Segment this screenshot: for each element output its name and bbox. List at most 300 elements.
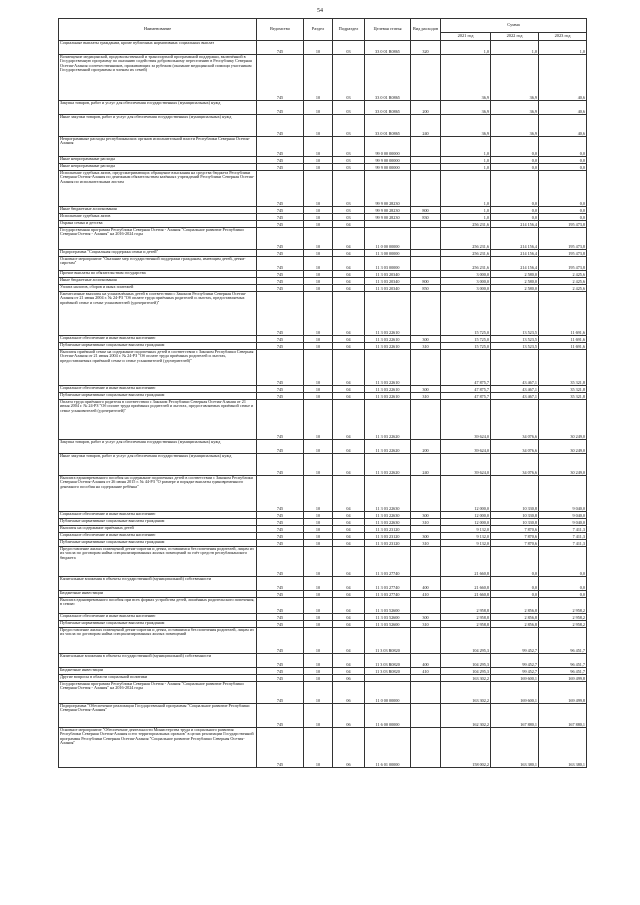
header-amounts: Сумма xyxy=(441,19,587,33)
table-row xyxy=(59,171,587,207)
cell-amount-2023: 2 958,2 xyxy=(539,621,587,628)
cell-department: 745 xyxy=(257,250,304,257)
cell-section: 10 xyxy=(304,668,333,675)
cell-name: Государственная программа Республики Северная Осетия - Алания "Социальное развитие Республики Северная Осетия - Алания" на 2016-2024 годы xyxy=(59,228,257,250)
cell-subsection: 04 xyxy=(333,292,365,336)
table-row xyxy=(59,207,587,214)
table-row xyxy=(59,285,587,292)
cell-name: Непрограммные расходы республиканских органов исполнительной власти Республики Северная Осетия-Алания xyxy=(59,137,257,157)
cell-section: 10 xyxy=(304,540,333,547)
table-row xyxy=(59,271,587,278)
cell-section: 10 xyxy=(304,519,333,526)
cell-department: 745 xyxy=(257,292,304,336)
cell-target-article: 11 3 03 20340 xyxy=(365,285,411,292)
cell-name: Социальное обеспечение и иные выплаты населению xyxy=(59,512,257,519)
cell-amount-2021: 9 132,0 xyxy=(441,540,491,547)
cell-amount-2023: 0,0 xyxy=(539,207,587,214)
cell-name: Государственная программа Республики Северная Осетия - Алания "Социальное развитие Республики Северная Осетия - Алания" на 2016-2024 годы xyxy=(59,682,257,704)
cell-name: Иные закупки товаров, работ и услуг для обеспечения государственных (муниципальных) нужд xyxy=(59,454,257,476)
cell-subsection: 03 xyxy=(333,164,365,171)
table-row xyxy=(59,454,587,476)
cell-section: 10 xyxy=(304,171,333,207)
cell-name: Публичные нормативные социальные выплаты гражданам xyxy=(59,519,257,526)
cell-amount-2023: 0,0 xyxy=(539,547,587,577)
cell-expense-type: 300 xyxy=(411,614,441,621)
cell-amount-2023: 9 040,0 xyxy=(539,476,587,512)
cell-target-article: 11 3 03 22610 xyxy=(365,336,411,343)
cell-subsection: 06 xyxy=(333,704,365,728)
cell-amount-2021: 1,0 xyxy=(441,207,491,214)
cell-amount-2023: 35 321,8 xyxy=(539,393,587,400)
cell-subsection: 04 xyxy=(333,547,365,577)
cell-amount-2022: 13 523,5 xyxy=(491,343,539,350)
cell-section: 10 xyxy=(304,393,333,400)
cell-name: Подпрограмма "Социальная поддержка семьи и детей" xyxy=(59,250,257,257)
cell-amount-2021: 1,0 xyxy=(441,137,491,157)
cell-department: 745 xyxy=(257,393,304,400)
cell-target-article: 33 0 01 R0865 xyxy=(365,55,411,101)
cell-amount-2022: 10 330,8 xyxy=(491,476,539,512)
cell-amount-2023: 169 499,8 xyxy=(539,682,587,704)
cell-amount-2023: 40,6 xyxy=(539,115,587,137)
cell-name: Капитальные вложения в объекты государственной (муниципальной) собственности xyxy=(59,577,257,591)
cell-amount-2021: 36,9 xyxy=(441,115,491,137)
cell-expense-type: 300 xyxy=(411,386,441,393)
cell-amount-2022: 36,9 xyxy=(491,55,539,101)
header-name: Наименование xyxy=(59,19,257,41)
cell-expense-type: 200 xyxy=(411,101,441,115)
cell-amount-2023: 7 411,3 xyxy=(539,533,587,540)
cell-department: 745 xyxy=(257,157,304,164)
cell-amount-2021: 47 875,7 xyxy=(441,386,491,393)
cell-name: Выплата единовременного пособия при всех формах устройства детей, лишённых родительского попечения, в семью xyxy=(59,598,257,614)
cell-amount-2023: 2 958,2 xyxy=(539,598,587,614)
cell-section: 10 xyxy=(304,628,333,654)
table-row xyxy=(59,386,587,393)
cell-section: 10 xyxy=(304,55,333,101)
cell-subsection: 04 xyxy=(333,628,365,654)
cell-target-article: 11 3 03 22610 xyxy=(365,393,411,400)
cell-subsection: 04 xyxy=(333,526,365,533)
cell-amount-2022: 214 156,4 xyxy=(491,250,539,257)
cell-name: Прочие выплаты по обязательствам государства xyxy=(59,271,257,278)
cell-amount-2022: 99 452,7 xyxy=(491,654,539,668)
cell-subsection: 04 xyxy=(333,228,365,250)
cell-amount-2021: 15 725,0 xyxy=(441,336,491,343)
cell-department: 745 xyxy=(257,271,304,278)
cell-amount-2022: 10 330,8 xyxy=(491,519,539,526)
cell-department: 745 xyxy=(257,137,304,157)
table-row xyxy=(59,682,587,704)
table-row xyxy=(59,115,587,137)
cell-amount-2022: 13 523,5 xyxy=(491,292,539,336)
budget-table xyxy=(58,18,587,768)
cell-expense-type xyxy=(411,675,441,682)
cell-department: 745 xyxy=(257,540,304,547)
cell-department: 745 xyxy=(257,628,304,654)
cell-subsection: 04 xyxy=(333,386,365,393)
table-row xyxy=(59,654,587,668)
cell-section: 10 xyxy=(304,41,333,55)
cell-expense-type xyxy=(411,137,441,157)
cell-expense-type: 310 xyxy=(411,393,441,400)
cell-subsection: 04 xyxy=(333,400,365,440)
cell-amount-2022: 34 076,6 xyxy=(491,454,539,476)
cell-name: Иные непрограммные расходы xyxy=(59,164,257,171)
cell-expense-type: 240 xyxy=(411,454,441,476)
cell-amount-2023: 96 451,7 xyxy=(539,668,587,675)
cell-section: 10 xyxy=(304,704,333,728)
cell-subsection: 04 xyxy=(333,278,365,285)
cell-expense-type xyxy=(411,171,441,207)
table-row xyxy=(59,526,587,533)
cell-amount-2021: 1,0 xyxy=(441,157,491,164)
cell-department: 745 xyxy=(257,207,304,214)
cell-department: 745 xyxy=(257,115,304,137)
cell-name: Закупка товаров, работ и услуг для обеспечения государственных (муниципальных) нужд xyxy=(59,101,257,115)
table-row xyxy=(59,250,587,257)
cell-section: 10 xyxy=(304,292,333,336)
cell-name: Выплаты приёмной семье на содержание подопечных детей в соответствии с Законом Республики Северная Осетия-Алания от 21 июня 2004 г. № 24-РЗ "Об оплате труда приёмных родителей и льготах, предоставляемых приёмной семье и семье усыновителей (удочерителей)" xyxy=(59,350,257,386)
cell-section: 10 xyxy=(304,476,333,512)
cell-name: Закупка товаров, работ и услуг для обеспечения государственных (муниципальных) нужд xyxy=(59,440,257,454)
cell-target-article: 11 3 03 22620 xyxy=(365,440,411,454)
cell-expense-type: 850 xyxy=(411,285,441,292)
table-row xyxy=(59,668,587,675)
cell-section: 10 xyxy=(304,440,333,454)
cell-subsection: 06 xyxy=(333,682,365,704)
cell-subsection: 04 xyxy=(333,533,365,540)
cell-subsection: 04 xyxy=(333,614,365,621)
table-row xyxy=(59,598,587,614)
cell-target-article: 11 3 03 22620 xyxy=(365,400,411,440)
cell-target-article: 33 0 01 R0865 xyxy=(365,115,411,137)
cell-section: 10 xyxy=(304,343,333,350)
cell-department: 745 xyxy=(257,400,304,440)
cell-amount-2022: 34 076,6 xyxy=(491,400,539,440)
cell-target-article: 11 3 03 27740 xyxy=(365,547,411,577)
cell-amount-2023: 195 473,8 xyxy=(539,257,587,271)
cell-amount-2021: 3 000,0 xyxy=(441,271,491,278)
cell-target-article: 11 3 03 22610 xyxy=(365,350,411,386)
cell-amount-2021: 256 231,6 xyxy=(441,228,491,250)
cell-expense-type xyxy=(411,292,441,336)
table-row xyxy=(59,55,587,101)
cell-expense-type xyxy=(411,704,441,728)
cell-amount-2022: 0,0 xyxy=(491,547,539,577)
cell-subsection: 04 xyxy=(333,476,365,512)
cell-target-article: 11 3 03 52600 xyxy=(365,598,411,614)
cell-expense-type: 310 xyxy=(411,343,441,350)
cell-department: 745 xyxy=(257,654,304,668)
cell-amount-2022: 0,0 xyxy=(491,171,539,207)
cell-subsection: 04 xyxy=(333,257,365,271)
cell-section: 10 xyxy=(304,336,333,343)
cell-target-article: 11 0 00 00000 xyxy=(365,228,411,250)
cell-subsection: 04 xyxy=(333,512,365,519)
cell-amount-2022: 34 076,6 xyxy=(491,440,539,454)
cell-department: 745 xyxy=(257,171,304,207)
cell-amount-2022: 214 156,4 xyxy=(491,228,539,250)
cell-amount-2021: 1,0 xyxy=(441,41,491,55)
cell-amount-2022: 99 452,7 xyxy=(491,628,539,654)
table-row xyxy=(59,512,587,519)
cell-amount-2022: 2 580,0 xyxy=(491,278,539,285)
cell-amount-2023: 0,0 xyxy=(539,164,587,171)
cell-amount-2022: 169 600,1 xyxy=(491,675,539,682)
cell-amount-2023: 167 880,1 xyxy=(539,704,587,728)
cell-expense-type: 320 xyxy=(411,41,441,55)
cell-department: 745 xyxy=(257,668,304,675)
cell-amount-2021: 39 624,0 xyxy=(441,400,491,440)
cell-name: Публичные нормативные социальные выплаты гражданам xyxy=(59,621,257,628)
cell-amount-2022: 36,9 xyxy=(491,101,539,115)
cell-department: 745 xyxy=(257,621,304,628)
cell-expense-type: 830 xyxy=(411,214,441,221)
cell-name: Иные закупки товаров, работ и услуг для обеспечения государственных (муниципальных) нужд xyxy=(59,115,257,137)
cell-section: 10 xyxy=(304,115,333,137)
cell-department: 745 xyxy=(257,547,304,577)
table-row xyxy=(59,519,587,526)
cell-expense-type xyxy=(411,271,441,278)
cell-section: 10 xyxy=(304,214,333,221)
cell-name: Социальные выплаты гражданам, кроме публичных нормативных социальных выплат xyxy=(59,41,257,55)
cell-name: Иные бюджетные ассигнования xyxy=(59,278,257,285)
cell-department: 745 xyxy=(257,221,304,228)
cell-amount-2021: 2 958,8 xyxy=(441,614,491,621)
cell-name: Уплата налогов, сборов и иных платежей xyxy=(59,285,257,292)
cell-subsection: 04 xyxy=(333,336,365,343)
cell-amount-2023: 0,0 xyxy=(539,171,587,207)
cell-department: 745 xyxy=(257,675,304,682)
cell-subsection: 04 xyxy=(333,440,365,454)
cell-amount-2022: 43 467,1 xyxy=(491,393,539,400)
cell-name: Основное мероприятие "Обеспечение деятельности Министерства труда и социального развития Республики Северная Осетия-Алания и его территориальных органов" в целях реализации Государственной программы Республики Северная Осетия-Алания "Социальное развитие Республики Северная Осетия-Алания" xyxy=(59,728,257,768)
cell-amount-2023: 11 691,6 xyxy=(539,292,587,336)
cell-amount-2023: 35 321,8 xyxy=(539,386,587,393)
cell-amount-2021: 104 295,3 xyxy=(441,628,491,654)
cell-amount-2021: 163 302,2 xyxy=(441,682,491,704)
cell-department: 745 xyxy=(257,214,304,221)
cell-amount-2022: 163 380,1 xyxy=(491,728,539,768)
cell-department: 745 xyxy=(257,336,304,343)
header-expense-type: Вид расходов xyxy=(411,19,441,41)
cell-section: 10 xyxy=(304,137,333,157)
cell-expense-type: 300 xyxy=(411,512,441,519)
cell-amount-2023: 0,0 xyxy=(539,577,587,591)
cell-amount-2023: 2 958,2 xyxy=(539,614,587,621)
cell-department: 745 xyxy=(257,519,304,526)
table-row xyxy=(59,41,587,55)
cell-expense-type xyxy=(411,250,441,257)
cell-amount-2021: 47 875,7 xyxy=(441,393,491,400)
cell-amount-2021: 162 302,2 xyxy=(441,704,491,728)
cell-name: Основное мероприятие "Оказание мер государственной поддержки гражданам, имеющим детей, детям-сиротам" xyxy=(59,257,257,271)
cell-department: 745 xyxy=(257,440,304,454)
cell-expense-type xyxy=(411,228,441,250)
cell-section: 10 xyxy=(304,400,333,440)
cell-amount-2023: 40,6 xyxy=(539,101,587,115)
cell-name: Предоставление жилых помещений детям-сиротам и детям, оставшимся без попечения родителей, лицам из их числа по договорам найма специализированных жилых помещений за счёт средств республиканского бюджета xyxy=(59,547,257,577)
cell-section: 10 xyxy=(304,533,333,540)
cell-amount-2021: 158 002,2 xyxy=(441,728,491,768)
header-year-2021: 2021 год xyxy=(441,33,491,41)
cell-amount-2021: 1,0 xyxy=(441,214,491,221)
cell-subsection: 04 xyxy=(333,591,365,598)
cell-amount-2021: 21 660,8 xyxy=(441,577,491,591)
cell-name: Социальное обеспечение и иные выплаты населению xyxy=(59,336,257,343)
cell-expense-type: 400 xyxy=(411,577,441,591)
cell-section: 10 xyxy=(304,621,333,628)
cell-amount-2022: 43 467,1 xyxy=(491,350,539,386)
cell-amount-2023: 9 040,0 xyxy=(539,512,587,519)
table-row xyxy=(59,228,587,250)
cell-section: 10 xyxy=(304,271,333,278)
cell-expense-type xyxy=(411,157,441,164)
cell-target-article: 11 3 03 22610 xyxy=(365,292,411,336)
cell-expense-type: 200 xyxy=(411,440,441,454)
cell-amount-2022: 2 856,8 xyxy=(491,598,539,614)
table-row xyxy=(59,164,587,171)
cell-subsection: 04 xyxy=(333,350,365,386)
cell-expense-type xyxy=(411,598,441,614)
cell-name: Бюджетные инвестиции xyxy=(59,591,257,598)
cell-target-article: 11 3 03 00000 xyxy=(365,257,411,271)
table-row xyxy=(59,728,587,768)
cell-name: Подпрограмма "Обеспечение реализации Государственной программы "Социальное развитие Республики Северная Осетия-Алания" xyxy=(59,704,257,728)
cell-name: Социальное обеспечение и иные выплаты населению xyxy=(59,386,257,393)
cell-department: 745 xyxy=(257,343,304,350)
cell-amount-2021: 1,0 xyxy=(441,164,491,171)
cell-section: 10 xyxy=(304,101,333,115)
cell-subsection: 04 xyxy=(333,343,365,350)
cell-amount-2021: 12 000,0 xyxy=(441,519,491,526)
cell-department: 745 xyxy=(257,454,304,476)
cell-subsection: 04 xyxy=(333,454,365,476)
cell-amount-2022: 0,0 xyxy=(491,207,539,214)
cell-target-article: 11 3 03 20340 xyxy=(365,278,411,285)
page-number: 54 xyxy=(317,8,323,14)
cell-name: Оплата труда приёмного родителя в соответствии с Законом Республики Северная Осетия-Алания от 21 июня 2004 г. № 24-РЗ "Об оплате труда приёмных родителей и льготах, предоставляемых приёмной семье и семье усыновителей (удочерителей)" xyxy=(59,400,257,440)
cell-target-article: 11 3 03 R0820 xyxy=(365,654,411,668)
cell-section: 10 xyxy=(304,257,333,271)
cell-expense-type: 300 xyxy=(411,336,441,343)
cell-amount-2022: 0,0 xyxy=(491,157,539,164)
cell-target-article: 99 9 00 28230 xyxy=(365,171,411,207)
cell-amount-2022: 1,0 xyxy=(491,41,539,55)
cell-amount-2022: 0,0 xyxy=(491,214,539,221)
cell-target-article: 11 3 03 22630 xyxy=(365,512,411,519)
cell-amount-2023: 2 425,6 xyxy=(539,285,587,292)
cell-subsection: 03 xyxy=(333,207,365,214)
cell-name: Публичные нормативные социальные выплаты гражданам xyxy=(59,393,257,400)
cell-target-article: 11 6 01 00000 xyxy=(365,728,411,768)
cell-amount-2022: 36,9 xyxy=(491,115,539,137)
cell-name: Предоставление жилых помещений детям-сиротам и детям, оставшимся без попечения родителей, лицам из их числа по договорам найма специализированных жилых помещений xyxy=(59,628,257,654)
cell-subsection: 04 xyxy=(333,540,365,547)
table-row xyxy=(59,628,587,654)
table-row xyxy=(59,350,587,386)
cell-target-article: 11 3 03 R0820 xyxy=(365,668,411,675)
cell-amount-2023: 163 380,1 xyxy=(539,728,587,768)
table-body xyxy=(59,41,587,768)
cell-amount-2022: 169 600,1 xyxy=(491,682,539,704)
cell-amount-2022: 7 870,6 xyxy=(491,533,539,540)
cell-expense-type: 310 xyxy=(411,519,441,526)
cell-amount-2021: 256 231,6 xyxy=(441,221,491,228)
cell-amount-2023: 7 411,3 xyxy=(539,526,587,533)
cell-section: 10 xyxy=(304,221,333,228)
cell-department: 745 xyxy=(257,164,304,171)
cell-subsection: 03 xyxy=(333,55,365,101)
table-row xyxy=(59,157,587,164)
cell-amount-2023: 7 411,3 xyxy=(539,540,587,547)
header-section: Раздел xyxy=(304,19,333,41)
cell-section: 10 xyxy=(304,577,333,591)
cell-amount-2022: 0,0 xyxy=(491,137,539,157)
cell-target-article: 11 3 03 27740 xyxy=(365,577,411,591)
cell-name: Социальное обеспечение и иные выплаты населению xyxy=(59,533,257,540)
cell-expense-type xyxy=(411,728,441,768)
cell-expense-type: 800 xyxy=(411,207,441,214)
table-row xyxy=(59,137,587,157)
table-header xyxy=(59,19,587,41)
cell-target-article: 11 3 03 22610 xyxy=(365,386,411,393)
cell-name: Охрана семьи и детства xyxy=(59,221,257,228)
cell-target-article: 11 3 00 00000 xyxy=(365,250,411,257)
cell-name: Иные непрограммные расходы xyxy=(59,157,257,164)
cell-department: 745 xyxy=(257,598,304,614)
cell-target-article xyxy=(365,221,411,228)
cell-amount-2021: 36,9 xyxy=(441,101,491,115)
table-row xyxy=(59,257,587,271)
cell-amount-2022: 99 452,7 xyxy=(491,668,539,675)
cell-amount-2023: 30 249,0 xyxy=(539,400,587,440)
cell-amount-2022: 7 870,6 xyxy=(491,540,539,547)
cell-amount-2021: 1,0 xyxy=(441,171,491,207)
cell-department: 745 xyxy=(257,704,304,728)
cell-name: Бюджетные инвестиции xyxy=(59,668,257,675)
cell-amount-2021: 256 231,6 xyxy=(441,257,491,271)
cell-target-article: 11 3 03 23120 xyxy=(365,540,411,547)
cell-amount-2023: 30 249,0 xyxy=(539,440,587,454)
cell-amount-2023: 0,0 xyxy=(539,137,587,157)
cell-department: 745 xyxy=(257,285,304,292)
cell-amount-2021: 9 132,0 xyxy=(441,533,491,540)
cell-section: 10 xyxy=(304,164,333,171)
cell-section: 10 xyxy=(304,728,333,768)
cell-section: 10 xyxy=(304,285,333,292)
cell-department: 745 xyxy=(257,55,304,101)
table-row xyxy=(59,621,587,628)
cell-expense-type xyxy=(411,257,441,271)
cell-section: 10 xyxy=(304,454,333,476)
cell-name: Исполнение судебных актов xyxy=(59,214,257,221)
cell-amount-2021: 104 295,3 xyxy=(441,668,491,675)
cell-department: 745 xyxy=(257,591,304,598)
cell-amount-2023: 195 473,8 xyxy=(539,250,587,257)
cell-target-article: 99 0 00 00000 xyxy=(365,137,411,157)
cell-amount-2023: 11 691,6 xyxy=(539,343,587,350)
cell-amount-2023: 35 321,8 xyxy=(539,350,587,386)
cell-amount-2021: 3 000,0 xyxy=(441,285,491,292)
table-row xyxy=(59,675,587,682)
cell-section: 10 xyxy=(304,598,333,614)
cell-section: 10 xyxy=(304,547,333,577)
cell-amount-2023: 30 249,0 xyxy=(539,454,587,476)
cell-section: 10 xyxy=(304,654,333,668)
cell-expense-type: 800 xyxy=(411,278,441,285)
